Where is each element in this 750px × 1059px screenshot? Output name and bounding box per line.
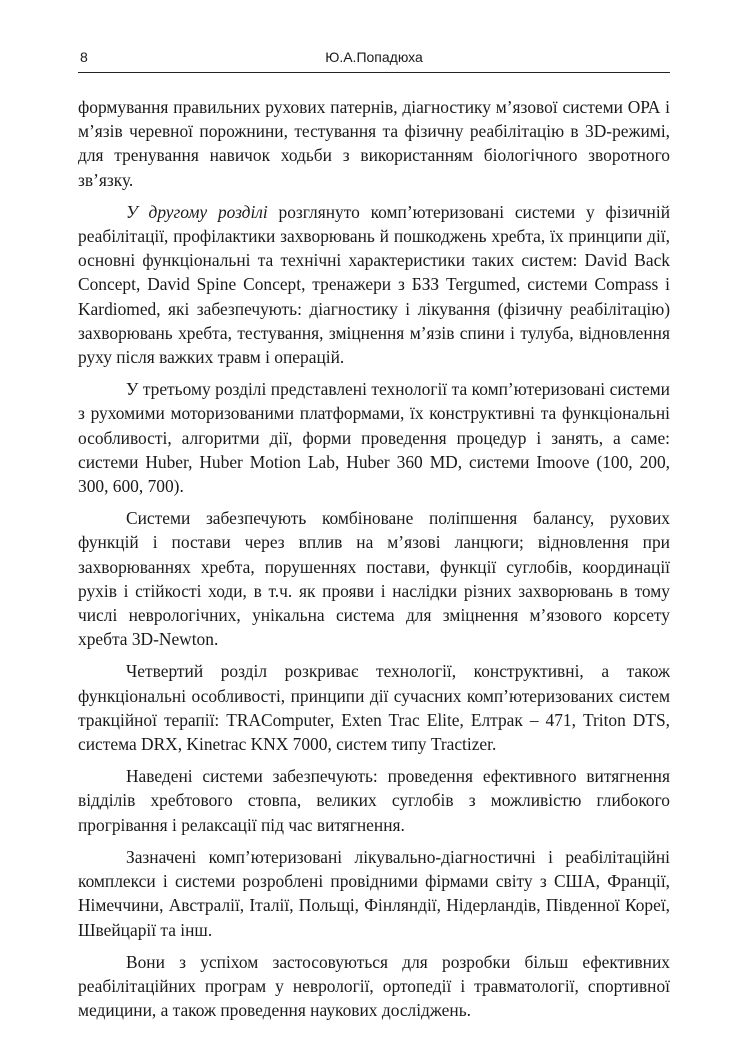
body-text — [78, 95, 670, 1030]
italic-lead-phrase: У другому розділі — [126, 201, 268, 222]
paragraph-fourth-section — [78, 659, 670, 756]
paragraph-text: розглянуто комп’ютеризовані системи у фізичній реабілітації, профілактики захворювань й пошкоджень хребта, їх принципи дії, основні функціональні та технічні характеристики таких систем: David Back Concept, David Spine Concept, тренажери з БЗЗ Tergumed, системи Compass і Kardiomed, які забезпечують: діагностику і лікування (фізичну реабілітацію) захворювань хребта, тестування, зміцнення м’язів спини і тулуба, відновлення руху після важких травм і операцій. — [78, 201, 670, 368]
paragraph-applications — [78, 950, 670, 1023]
paragraph-continuation — [78, 95, 670, 192]
paragraph-text: Наведені системи забезпечують: проведення ефективного витягнення відділів хребтового стовпа, великих суглобів з можливістю глибокого прогрівання і релаксації під час витягнення. — [78, 766, 670, 835]
paragraph-third-section — [78, 377, 670, 498]
paragraph-text: Зазначені комп’ютеризовані лікувально-діагностичні і реабілітаційні комплекси і системи розроблені провідними фірмами світу з США, Франції, Німеччини, Австралії, Італії, Польщі, Фінляндії, Нідерландів, Південної Кореї, Швейцарії та інш. — [78, 846, 670, 940]
running-head-author: Ю.А.Попадюха — [325, 49, 423, 65]
paragraph-text: Четвертий розділ розкриває технології, конструктивні, а також функціональні особливості, принципи дії сучасних комп’ютеризованих систем тракційної терапії: TRAComputer, Exten Trac Elite, Елтрак – 471, Triton DTS, система DRX, Kinetrac KNX 7000, систем типу Tractizer. — [78, 661, 670, 755]
paragraph-text: Системи забезпечують комбіноване поліпшення балансу, рухових функцій і постави через вплив на м’язові ланцюги; відновлення при захворюваннях хребта, порушеннях постави, функції суглобів, координації рухів і стійкості ходи, в т.ч. як прояви і наслідки різних захворювань в тому числі неврологічних, унікальна система для зміцнення м’язового корсету хребта 3D-Newton. — [78, 508, 670, 650]
paragraph-text: У третьому розділі представлені технології та комп’ютеризовані системи з рухомими моторизованими платформами, їх конструктивні та функціональні особливості, алгоритми дії, форми проведення процедур і занять, а саме: системи Huber, Huber Motion Lab, Huber 360 MD, системи Imoove (100, 200, 300, 600, 700). — [78, 379, 670, 497]
paragraph-manufacturers — [78, 845, 670, 942]
paragraph-second-section — [78, 200, 670, 369]
paragraph-traction-benefits — [78, 764, 670, 837]
paragraph-text: формування правильних рухових патернів, діагностику м’язової системи ОРА і м’язів черевної порожнини, тестування та фізичну реабілітацію в 3D-режимі, для тренування навичок ходьби з використанням біологічного зворотного зв’язку. — [78, 97, 670, 190]
paragraph-text: Вони з успіхом застосовуються для розробки більш ефективних реабілітаційних програм у неврології, ортопедії і травматології, спортивної медицини, а також проведення наукових досліджень. — [78, 951, 670, 1021]
paragraph-systems-benefits — [78, 506, 670, 651]
page-header — [78, 44, 670, 73]
page-number: 8 — [80, 49, 88, 65]
